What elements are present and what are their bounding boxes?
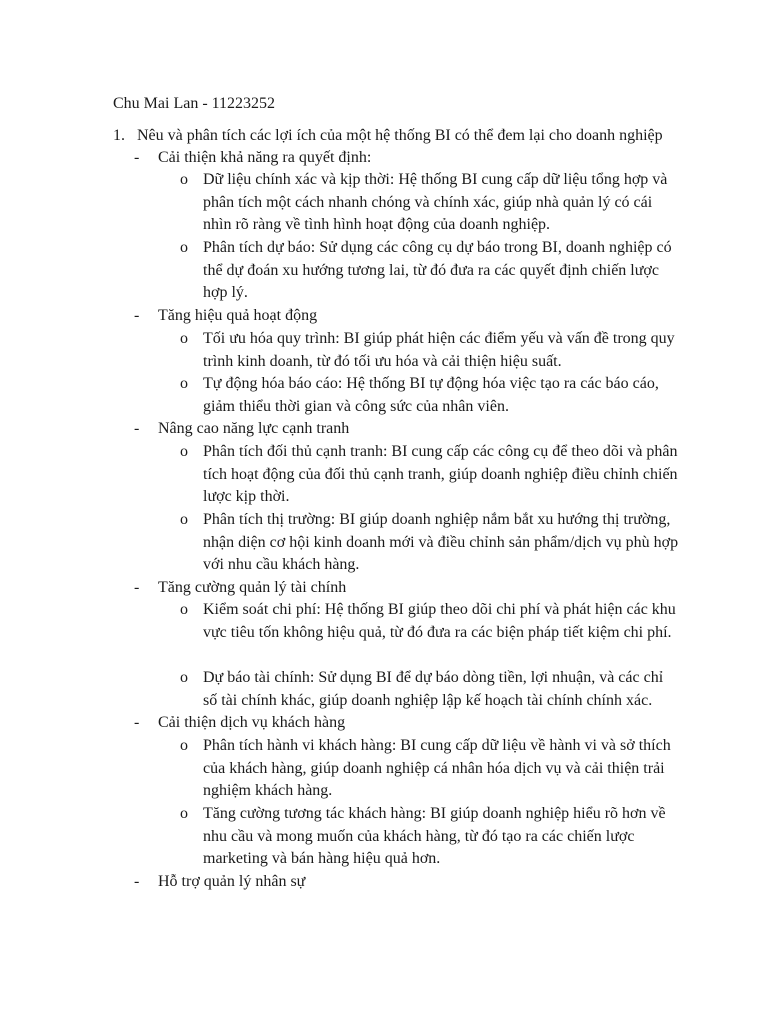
section-title: Cải thiện khả năng ra quyết định:: [158, 149, 372, 166]
section-heading: [134, 305, 317, 328]
section-heading: [134, 418, 349, 441]
list-item-text: Kiểm soát chi phí: Hệ thống BI giúp theo dõi chi phí và phát hiện các khu vực tiêu tốn không hiệu quả, từ đó đưa ra các biện pháp tiết kiệm chi phí.: [203, 601, 676, 641]
section-title: Tăng hiệu quả hoạt động: [158, 307, 318, 324]
list-item-text: Tăng cường tương tác khách hàng: BI giúp doanh nghiệp hiểu rõ hơn về nhu cầu và mong muốn của khách hàng, từ đó tạo ra các chiến lược marketing và bán hàng hiệu quả hơn.: [203, 805, 666, 868]
circle-bullet: o: [180, 375, 188, 392]
list-item: [180, 599, 680, 644]
question-heading: [113, 125, 663, 147]
circle-bullet: o: [180, 511, 188, 528]
circle-bullet: o: [180, 737, 188, 754]
section-title: Cải thiện dịch vụ khách hàng: [158, 714, 346, 731]
dash-bullet: -: [134, 714, 140, 731]
circle-bullet: o: [180, 171, 188, 188]
circle-bullet: o: [180, 805, 188, 822]
list-item: [180, 803, 680, 871]
list-item-text: Phân tích dự báo: Sử dụng các công cụ dự báo trong BI, doanh nghiệp có thể dự đoán xu hướng tương lai, từ đó đưa ra các quyết định chiến lược hợp lý.: [203, 239, 672, 302]
list-item-text: Phân tích thị trường: BI giúp doanh nghiệp nắm bắt xu hướng thị trường, nhận diện cơ hội kinh doanh mới và điều chỉnh sản phẩm/dịch vụ phù hợp với nhu cầu khách hàng.: [203, 511, 679, 574]
section-heading: [134, 871, 305, 894]
question-number: 1.: [113, 127, 125, 144]
list-item: [180, 509, 680, 577]
dash-bullet: -: [134, 307, 140, 324]
section-heading: [134, 712, 345, 735]
list-item-text: Dữ liệu chính xác và kịp thời: Hệ thống BI cung cấp dữ liệu tổng hợp và phân tích một cách nhanh chóng và chính xác, giúp nhà quản lý có cái nhìn rõ ràng về tình hình hoạt động của doanh nghiệp.: [203, 171, 668, 234]
list-item-text: Tự động hóa báo cáo: Hệ thống BI tự động hóa việc tạo ra các báo cáo, giảm thiểu thời gian và công sức của nhân viên.: [203, 375, 659, 415]
dash-bullet: -: [134, 420, 140, 437]
list-item-text: Phân tích đối thủ cạnh tranh: BI cung cấp các công cụ để theo dõi và phân tích hoạt động của đối thủ cạnh tranh, giúp doanh nghiệp điều chỉnh chiến lược kịp thời.: [203, 443, 678, 506]
list-item: [180, 373, 680, 418]
section-heading: [134, 577, 346, 600]
author-line: Chu Mai Lan - 11223252: [113, 95, 276, 112]
list-item: [180, 735, 680, 803]
question-text: Nêu và phân tích các lợi ích của một hệ thống BI có thể đem lại cho doanh nghiệp: [137, 127, 663, 144]
section-title: Nâng cao năng lực cạnh tranh: [158, 420, 350, 437]
circle-bullet: o: [180, 443, 188, 460]
dash-bullet: -: [134, 873, 140, 890]
list-item: [180, 237, 680, 305]
circle-bullet: o: [180, 669, 188, 686]
dash-bullet: -: [134, 579, 140, 596]
list-item-text: Phân tích hành vi khách hàng: BI cung cấp dữ liệu về hành vi và sở thích của khách hàng, giúp doanh nghiệp cá nhân hóa dịch vụ và cải thiện trải nghiệm khách hàng.: [203, 737, 671, 800]
circle-bullet: o: [180, 601, 188, 618]
circle-bullet: o: [180, 239, 188, 256]
list-item: [180, 441, 680, 509]
list-item: [180, 667, 680, 712]
list-item: [180, 328, 680, 373]
list-item-text: Dự báo tài chính: Sử dụng BI để dự báo dòng tiền, lợi nhuận, và các chỉ số tài chính khác, giúp doanh nghiệp lập kế hoạch tài chính chính xác.: [203, 669, 664, 709]
list-item: [180, 169, 680, 237]
section-title: Hỗ trợ quản lý nhân sự: [158, 873, 306, 890]
circle-bullet: o: [180, 330, 188, 347]
dash-bullet: -: [134, 149, 140, 166]
section-title: Tăng cường quản lý tài chính: [158, 579, 347, 596]
section-heading: [134, 147, 371, 170]
list-item-text: Tối ưu hóa quy trình: BI giúp phát hiện các điểm yếu và vấn đề trong quy trình kinh doanh, từ đó tối ưu hóa và cải thiện hiệu suất.: [203, 330, 675, 370]
